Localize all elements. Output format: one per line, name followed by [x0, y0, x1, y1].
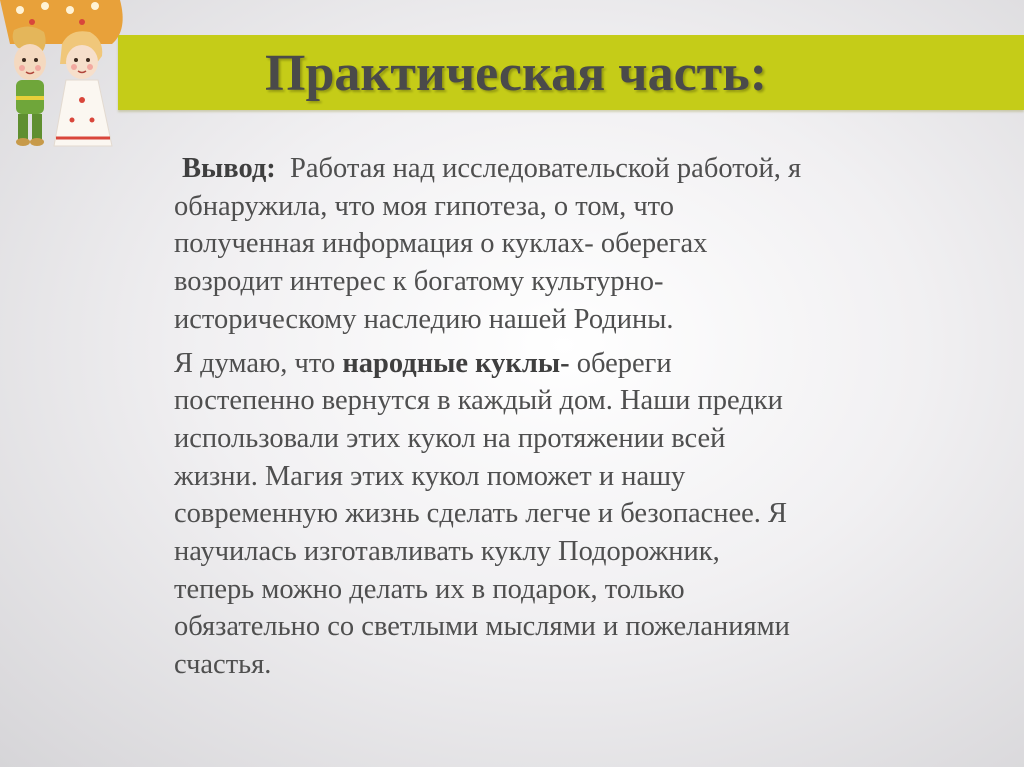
text-line: обереги: [576, 347, 672, 379]
text-line: жизни. Магия этих кукол поможет и нашу: [174, 460, 686, 492]
text-line: историческому наследию нашей Родины.: [174, 303, 674, 335]
text-line: Работая над исследовательской работой, я: [290, 153, 802, 184]
opinion-intro: Я думаю, что: [174, 347, 336, 379]
opinion-paragraph: [174, 345, 964, 684]
text-line: современную жизнь сделать легче и безопаснее. Я: [174, 498, 788, 530]
text-line: счастья.: [174, 649, 272, 681]
slide-body: [174, 150, 964, 690]
text-line: использовали этих кукол на протяжении всей: [174, 422, 726, 454]
text-line: [174, 345, 964, 383]
highlight-phrase: народные куклы-: [342, 347, 570, 379]
folk-dolls-icon: [0, 0, 130, 160]
text-line: [174, 150, 964, 188]
conclusion-paragraph: [174, 150, 964, 339]
conclusion-label: Вывод:: [182, 153, 276, 184]
text-line: постепенно вернутся в каждый дом. Наши предки: [174, 385, 783, 417]
text-line: возродит интерес к богатому культурно-: [174, 266, 664, 298]
text-line: полученная информация о куклах- оберегах: [174, 228, 708, 260]
text-line: теперь можно делать их в подарок, только: [174, 573, 685, 605]
text-line: обязательно со светлыми мыслями и пожеланиями: [174, 611, 790, 643]
page-title: Практическая часть:: [265, 45, 768, 102]
text-line: научилась изготавливать куклу Подорожник,: [174, 536, 720, 568]
text-line: обнаружила, что моя гипотеза, о том, что: [174, 190, 675, 222]
